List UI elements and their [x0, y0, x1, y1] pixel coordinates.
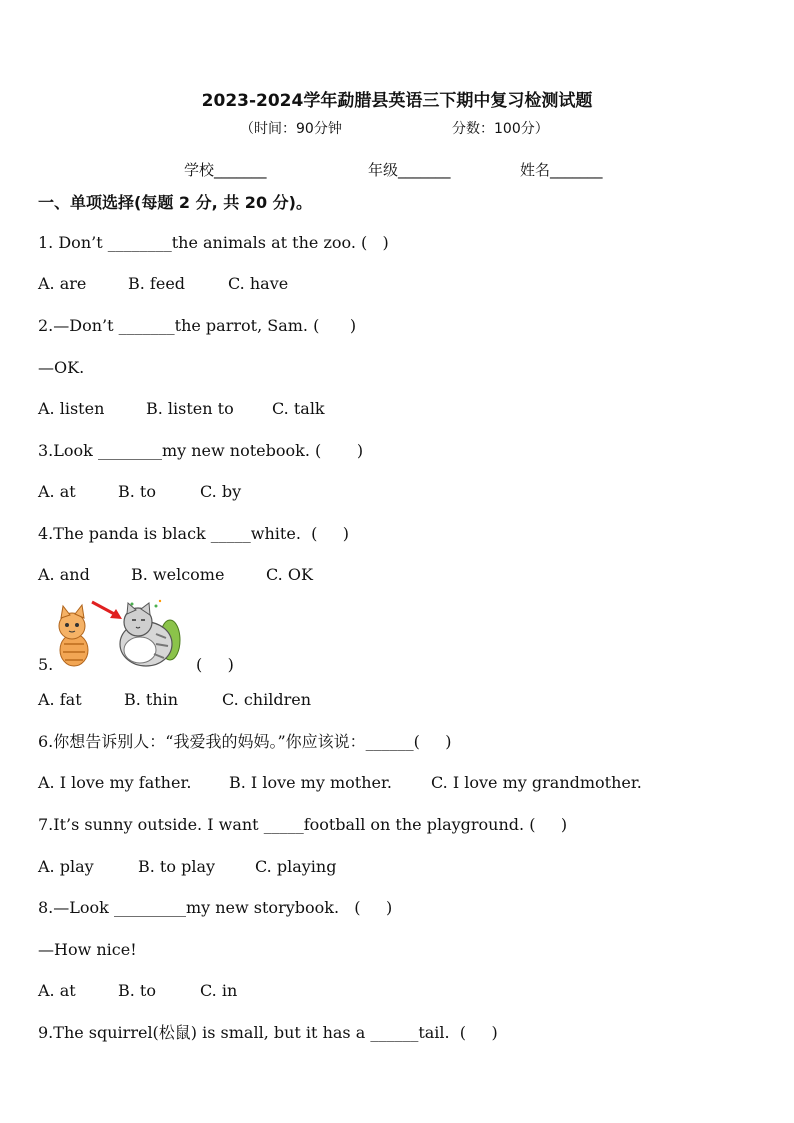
q3-option-c: C. by: [200, 482, 242, 501]
q2-option-a: A. listen: [38, 399, 105, 418]
q2-option-c: C. talk: [272, 399, 325, 418]
question-7: 7.It’s sunny outside. I want _____football on the playground. ( ): [38, 815, 568, 834]
school-field: 学校_______: [184, 161, 267, 179]
q1-option-a: A. are: [38, 274, 87, 293]
q3-option-a: A. at: [38, 482, 76, 501]
section-heading: 一、单项选择(每题 2 分, 共 20 分)。: [38, 193, 312, 212]
question-2-reply: —OK.: [38, 358, 85, 377]
q8-option-c: C. in: [200, 981, 238, 1000]
q7-option-a: A. play: [38, 857, 94, 876]
q7-option-b: B. to play: [138, 857, 216, 876]
question-6: 6.你想告诉别人：“我爱我的妈妈。”你应该说：______( ): [38, 732, 452, 751]
q1-option-b: B. feed: [128, 274, 186, 293]
grade-field: 年级_______: [368, 161, 451, 179]
fat-grey-cat-icon: [120, 600, 180, 666]
q5-option-b: B. thin: [124, 690, 179, 709]
q5-option-c: C. children: [222, 690, 312, 709]
q8-option-a: A. at: [38, 981, 76, 1000]
q6-option-c: C. I love my grandmother.: [431, 773, 642, 792]
question-4: 4.The panda is black _____white. ( ): [38, 524, 349, 543]
question-1: 1. Don’t ________the animals at the zoo. ( ): [38, 233, 389, 252]
q6-option-a: A. I love my father.: [38, 773, 192, 792]
q4-option-c: C. OK: [266, 565, 313, 584]
q1-option-c: C. have: [228, 274, 289, 293]
question-5-number: 5.: [38, 655, 54, 674]
question-8-reply: —How nice!: [38, 940, 137, 959]
question-2: 2.—Don’t _______the parrot, Sam. ( ): [38, 316, 357, 335]
question-3: 3.Look ________my new notebook. ( ): [38, 441, 364, 460]
orange-cat-icon: [59, 605, 88, 666]
q5-option-a: A. fat: [38, 690, 82, 709]
q3-option-b: B. to: [118, 482, 156, 501]
question-5-paren: ( ): [196, 655, 234, 674]
exam-time: （时间：90分钟: [240, 121, 342, 137]
q8-option-b: B. to: [118, 981, 156, 1000]
page-title: 2023-2024学年勐腊县英语三下期中复习检测试题: [201, 91, 593, 111]
q2-option-b: B. listen to: [146, 399, 234, 418]
question-8: 8.—Look _________my new storybook. ( ): [38, 898, 393, 917]
name-field: 姓名_______: [520, 161, 603, 179]
q4-option-b: B. welcome: [131, 565, 225, 584]
question-9: 9.The squirrel(松鼠) is small, but it has a ______tail. ( ): [38, 1023, 498, 1042]
exam-score: 分数：100分）: [452, 121, 549, 137]
cats-picture: [48, 598, 188, 670]
red-arrow-icon: [92, 602, 122, 619]
q6-option-b: B. I love my mother.: [229, 773, 392, 792]
q7-option-c: C. playing: [255, 857, 337, 876]
q4-option-a: A. and: [38, 565, 90, 584]
